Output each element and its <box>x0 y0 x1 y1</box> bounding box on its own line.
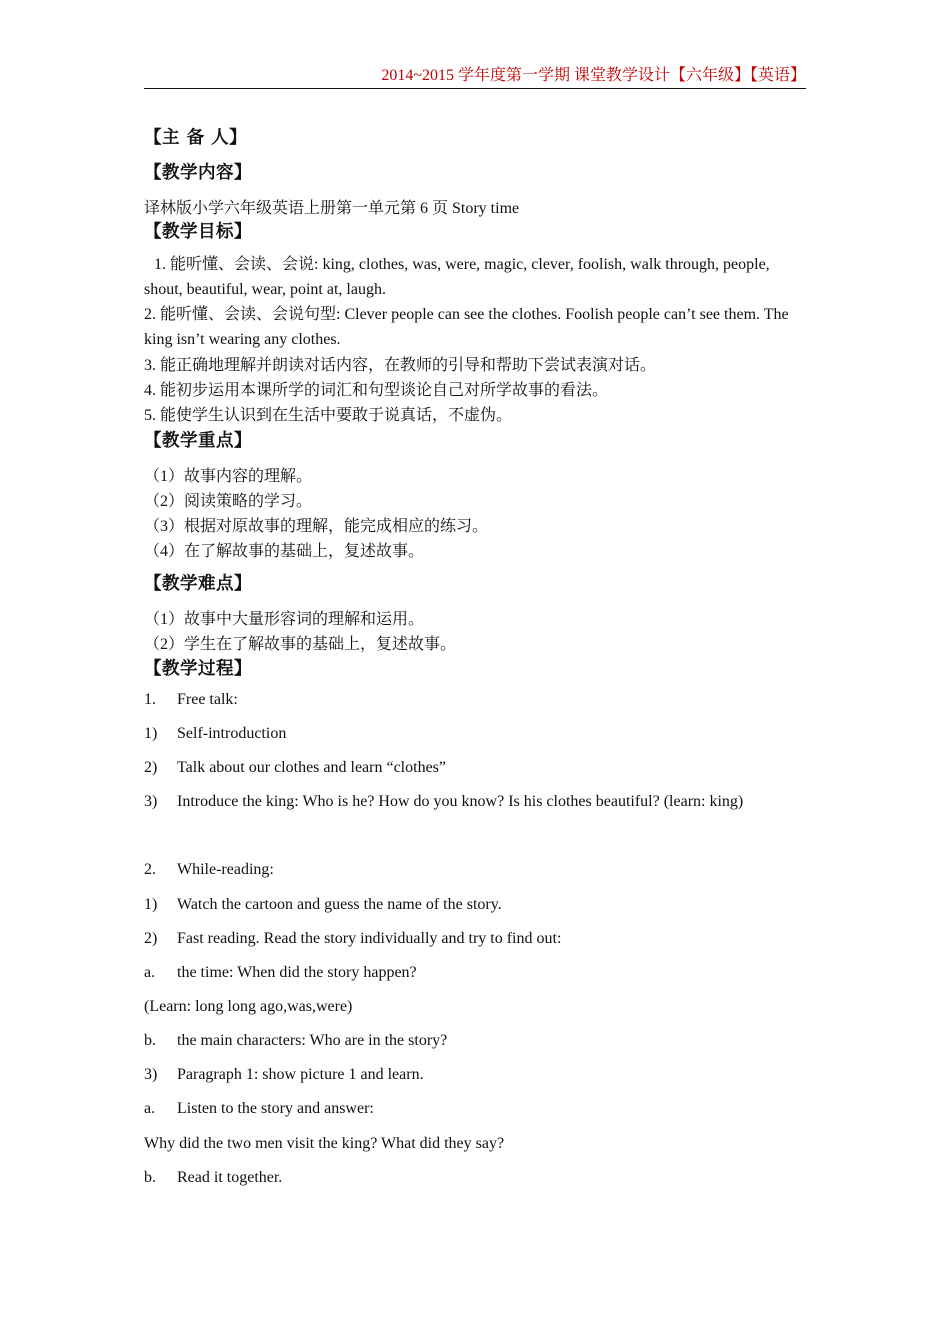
goal-item-4: 4. 能初步运用本课所学的词汇和句型谈论自己对所学故事的看法。 <box>144 382 609 399</box>
process-item: 2. While-reading: <box>144 861 274 878</box>
key-point-1: （1）故事内容的理解。 <box>144 468 313 485</box>
teaching-goals-heading: 【教学目标】 <box>144 222 252 242</box>
process-item: 3) Introduce the king: Who is he? How do you know? Is his clothes beautiful? (learn: king) <box>144 793 744 810</box>
goal-item-3: 3. 能正确地理解并朗读对话内容，在教师的引导和帮助下尝试表演对话。 <box>144 357 657 374</box>
process-item: 3) Paragraph 1: show picture 1 and learn. <box>144 1066 424 1083</box>
page-header: 2014~2015 学年度第一学期 课堂教学设计【六年级】【英语】 <box>144 64 806 89</box>
goal-item-5: 5. 能使学生认识到在生活中要敢于说真话，不虚伪。 <box>144 407 513 424</box>
key-point-3: （3）根据对原故事的理解，能完成相应的练习。 <box>144 518 489 535</box>
difficult-point-1: （1）故事中大量形容词的理解和运用。 <box>144 611 425 628</box>
process-item: 1) Self-introduction <box>144 725 287 742</box>
teaching-process-heading: 【教学过程】 <box>144 659 252 679</box>
key-points-heading: 【教学重点】 <box>144 431 252 451</box>
key-point-4: （4）在了解故事的基础上，复述故事。 <box>144 543 425 560</box>
process-item: (Learn: long long ago,was,were) <box>144 998 353 1015</box>
process-item: Why did the two men visit the king? What did they say? <box>144 1135 505 1152</box>
process-item: 2) Fast reading. Read the story individually and try to find out: <box>144 930 562 947</box>
goal-item-2: 2. 能听懂、会读、会说句型: Clever people can see the clothes. Foolish people can’t see them. The king isn’t wearing any clothes. <box>144 306 789 348</box>
process-item: b. the main characters: Who are in the story? <box>144 1032 448 1049</box>
goal-item-1: 1. 能听懂、会读、会说: king, clothes, was, were, magic, clever, foolish, walk through, people, shout, beautiful, wear, point at, laugh. <box>144 256 770 298</box>
process-item: b. Read it together. <box>144 1169 283 1186</box>
teaching-content-heading: 【教学内容】 <box>144 163 252 183</box>
preparer-heading: 【主 备 人】 <box>144 128 248 148</box>
difficult-points-heading: 【教学难点】 <box>144 574 252 594</box>
teaching-content-text: 译林版小学六年级英语上册第一单元第 6 页 Story time <box>144 200 520 217</box>
difficult-point-2: （2）学生在了解故事的基础上，复述故事。 <box>144 636 457 653</box>
process-item: a. Listen to the story and answer: <box>144 1100 374 1117</box>
process-item: 2) Talk about our clothes and learn “clothes” <box>144 759 446 776</box>
key-point-2: （2）阅读策略的学习。 <box>144 493 313 510</box>
process-item: a. the time: When did the story happen? <box>144 964 417 981</box>
process-item: 1. Free talk: <box>144 691 238 708</box>
process-item: 1) Watch the cartoon and guess the name of the story. <box>144 896 502 913</box>
